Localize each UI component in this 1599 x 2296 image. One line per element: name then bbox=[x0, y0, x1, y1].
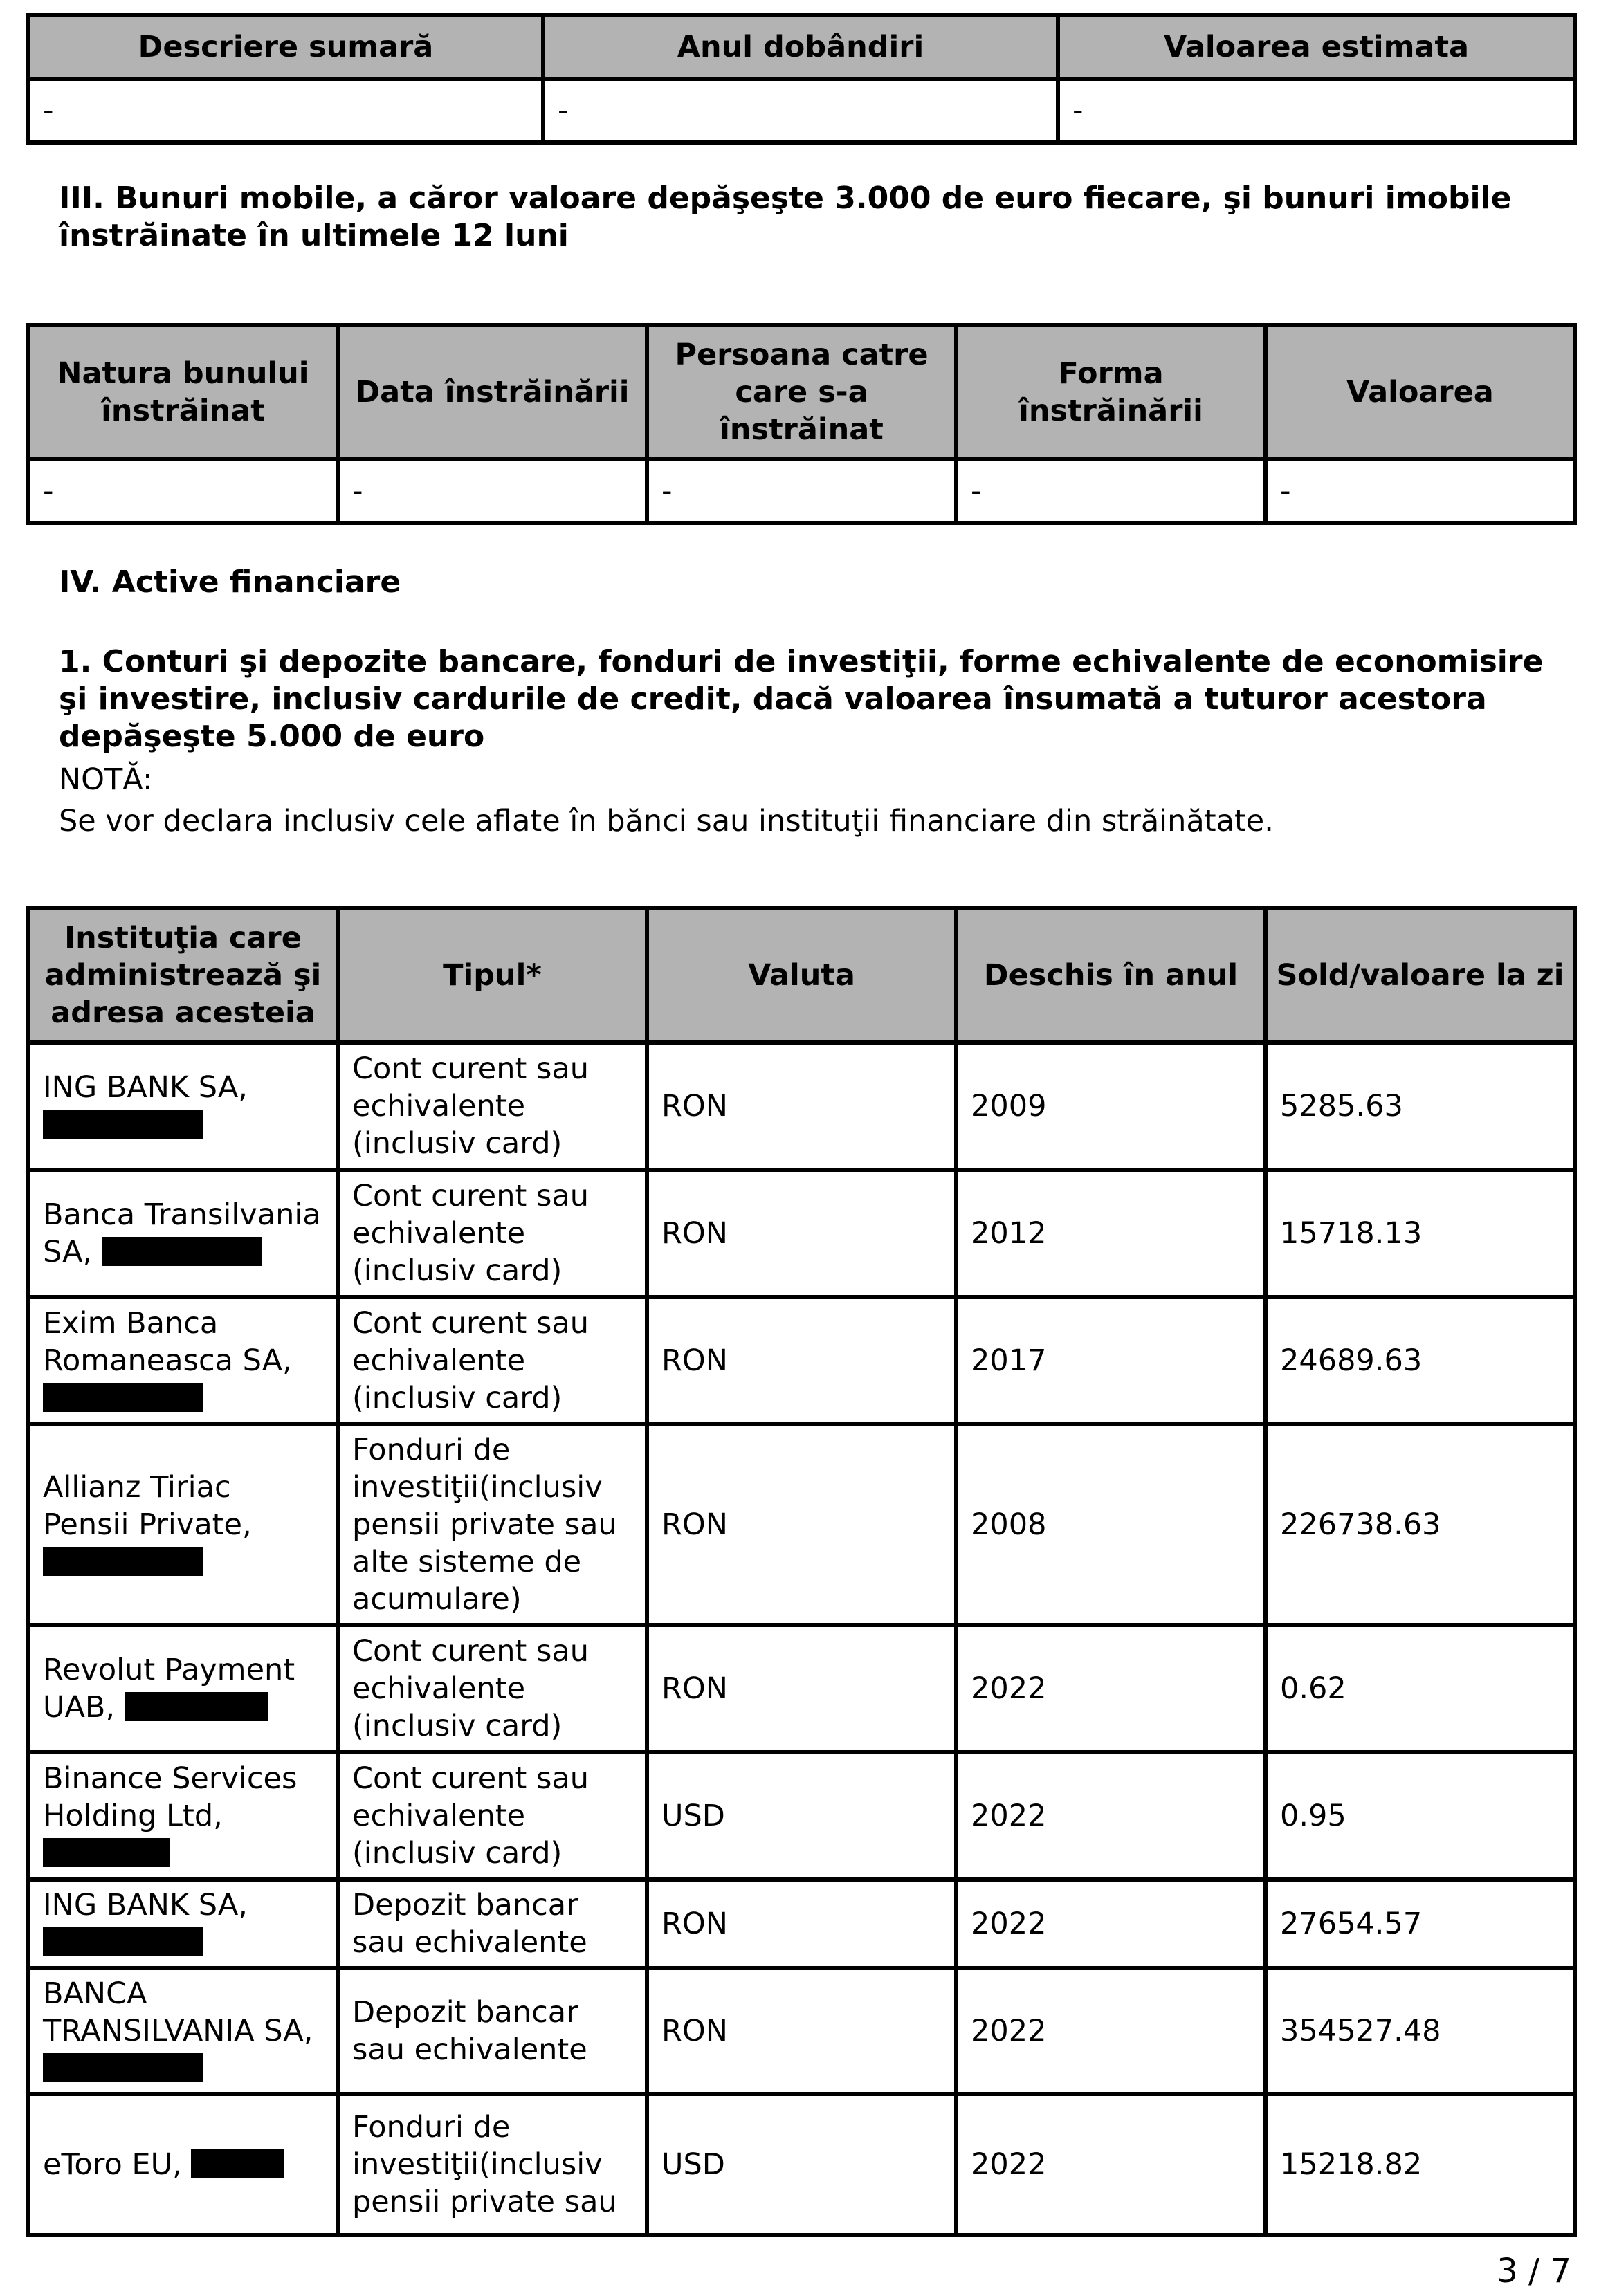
institution-name: eToro EU, bbox=[43, 2147, 182, 2182]
cell: - bbox=[28, 459, 338, 523]
table-row bbox=[28, 1880, 1575, 1968]
cell-an: 2017 bbox=[956, 1297, 1266, 1424]
cell-institutie bbox=[28, 1297, 338, 1424]
cell-tipul: Depozit bancar sau echivalente bbox=[338, 1968, 647, 2094]
cell-tipul: Fonduri de investiţii(inclusiv pensii private sau alte sisteme de acumulare) bbox=[338, 1424, 647, 1625]
cell-valuta: RON bbox=[647, 1424, 956, 1625]
table-row bbox=[28, 2094, 1575, 2235]
note-label: NOTĂ: bbox=[59, 762, 153, 797]
redacted-address bbox=[43, 1383, 203, 1412]
institution-name: Exim Banca Romaneasca SA, bbox=[43, 1306, 292, 1378]
table-bunuri-instrainate bbox=[26, 323, 1577, 525]
cell-tipul: Cont curent sau echivalente (inclusiv card) bbox=[338, 1170, 647, 1297]
cell-sold: 354527.48 bbox=[1266, 1968, 1575, 2094]
cell-an: 2008 bbox=[956, 1424, 1266, 1625]
redacted-address bbox=[43, 1927, 203, 1956]
col-header-institutia: Instituţia care administrează şi adresa acesteia bbox=[28, 908, 338, 1043]
col-header-forma: Forma înstrăinării bbox=[956, 325, 1266, 459]
cell: - bbox=[28, 79, 543, 143]
table-header-row bbox=[28, 15, 1575, 79]
redacted-address bbox=[125, 1692, 268, 1721]
section-iv-subtitle: 1. Conturi şi depozite bancare, fonduri de investiţii, forme echivalente de economisire şi investire, inclusiv cardurile de credit, dacă valoarea însumată a tuturor acestora depăşeşte 5.000 de euro bbox=[59, 644, 1544, 754]
cell: - bbox=[543, 79, 1058, 143]
cell-institutie bbox=[28, 1968, 338, 2094]
cell-institutie bbox=[28, 2094, 338, 2235]
cell-tipul: Cont curent sau echivalente (inclusiv card) bbox=[338, 1043, 647, 1170]
cell-valuta: USD bbox=[647, 1752, 956, 1880]
cell-tipul: Cont curent sau echivalente (inclusiv card) bbox=[338, 1625, 647, 1752]
table-row bbox=[28, 1625, 1575, 1752]
redacted-address bbox=[43, 2053, 203, 2082]
table-bunuri-anterioare bbox=[26, 13, 1577, 145]
cell-institutie bbox=[28, 1625, 338, 1752]
institution-name: ING BANK SA, bbox=[43, 1888, 248, 1922]
col-header-anul: Anul dobândiri bbox=[543, 15, 1058, 79]
table-header-row bbox=[28, 325, 1575, 459]
section-iv-title: IV. Active financiare bbox=[59, 564, 401, 600]
cell-valuta: RON bbox=[647, 1043, 956, 1170]
cell-sold: 0.95 bbox=[1266, 1752, 1575, 1880]
table-row bbox=[28, 1043, 1575, 1170]
cell: - bbox=[338, 459, 647, 523]
table-row bbox=[28, 79, 1575, 143]
table-row bbox=[28, 1170, 1575, 1297]
cell-an: 2022 bbox=[956, 1968, 1266, 2094]
section-iv-heading bbox=[28, 564, 1571, 601]
cell-tipul: Cont curent sau echivalente (inclusiv card) bbox=[338, 1752, 647, 1880]
cell-sold: 15218.82 bbox=[1266, 2094, 1575, 2235]
table-row bbox=[28, 1752, 1575, 1880]
cell-an: 2022 bbox=[956, 1752, 1266, 1880]
cell-an: 2012 bbox=[956, 1170, 1266, 1297]
table-row bbox=[28, 1424, 1575, 1625]
cell-valuta: RON bbox=[647, 1880, 956, 1968]
cell-valuta: RON bbox=[647, 1625, 956, 1752]
cell-an: 2022 bbox=[956, 1625, 1266, 1752]
institution-name: Banca Transilvania SA, bbox=[43, 1197, 321, 1269]
redacted-address bbox=[191, 2149, 284, 2178]
cell-institutie bbox=[28, 1880, 338, 1968]
table-conturi-depozite bbox=[26, 906, 1577, 2237]
page-number: 3 / 7 bbox=[1497, 2252, 1571, 2290]
institution-name: Allianz Tiriac Pensii Private, bbox=[43, 1470, 252, 1542]
cell-valuta: USD bbox=[647, 2094, 956, 2235]
section-iii-heading bbox=[28, 180, 1571, 255]
col-header-natura: Natura bunului înstrăinat bbox=[28, 325, 338, 459]
cell-valuta: RON bbox=[647, 1297, 956, 1424]
col-header-valoarea: Valoarea estimata bbox=[1058, 15, 1575, 79]
col-header-sold: Sold/valoare la zi bbox=[1266, 908, 1575, 1043]
section-iii-title: III. Bunuri mobile, a căror valoare depăşeşte 3.000 de euro fiecare, şi bunuri imobile înstrăinate în ultimele 12 luni bbox=[59, 181, 1512, 253]
cell-tipul: Cont curent sau echivalente (inclusiv card) bbox=[338, 1297, 647, 1424]
institution-name: BANCA TRANSILVANIA SA, bbox=[43, 1976, 313, 2048]
cell-sold: 0.62 bbox=[1266, 1625, 1575, 1752]
institution-name: Binance Services Holding Ltd, bbox=[43, 1761, 298, 1833]
institution-name: Revolut Payment UAB, bbox=[43, 1653, 295, 1725]
col-header-data: Data înstrăinării bbox=[338, 325, 647, 459]
cell-sold: 27654.57 bbox=[1266, 1880, 1575, 1968]
col-header-tipul: Tipul* bbox=[338, 908, 647, 1043]
col-header-descriere: Descriere sumară bbox=[28, 15, 543, 79]
cell-an: 2009 bbox=[956, 1043, 1266, 1170]
cell-sold: 24689.63 bbox=[1266, 1297, 1575, 1424]
cell: - bbox=[647, 459, 956, 523]
cell-institutie bbox=[28, 1170, 338, 1297]
table-row bbox=[28, 459, 1575, 523]
col-header-valuta: Valuta bbox=[647, 908, 956, 1043]
cell-institutie bbox=[28, 1752, 338, 1880]
cell: - bbox=[956, 459, 1266, 523]
note-text: Se vor declara inclusiv cele aflate în bănci sau instituţii financiare din străinătate. bbox=[59, 804, 1274, 838]
cell: - bbox=[1266, 459, 1575, 523]
redacted-address bbox=[102, 1237, 262, 1266]
cell-institutie bbox=[28, 1424, 338, 1625]
cell-sold: 15718.13 bbox=[1266, 1170, 1575, 1297]
cell-valuta: RON bbox=[647, 1968, 956, 2094]
table-row bbox=[28, 1968, 1575, 2094]
cell-an: 2022 bbox=[956, 1880, 1266, 1968]
cell-tipul: Fonduri de investiţii(inclusiv pensii private sau bbox=[338, 2094, 647, 2235]
cell-tipul: Depozit bancar sau echivalente bbox=[338, 1880, 647, 1968]
redacted-address bbox=[43, 1547, 203, 1576]
cell-institutie bbox=[28, 1043, 338, 1170]
col-header-persoana: Persoana catre care s-a înstrăinat bbox=[647, 325, 956, 459]
col-header-deschis: Deschis în anul bbox=[956, 908, 1266, 1043]
section-iv-subheading bbox=[28, 643, 1571, 755]
cell-sold: 226738.63 bbox=[1266, 1424, 1575, 1625]
table-header-row bbox=[28, 908, 1575, 1043]
col-header-valoarea: Valoarea bbox=[1266, 325, 1575, 459]
cell: - bbox=[1058, 79, 1575, 143]
institution-name: ING BANK SA, bbox=[43, 1070, 248, 1105]
redacted-address bbox=[43, 1110, 203, 1139]
cell-sold: 5285.63 bbox=[1266, 1043, 1575, 1170]
table-row bbox=[28, 1297, 1575, 1424]
cell-an: 2022 bbox=[956, 2094, 1266, 2235]
cell-valuta: RON bbox=[647, 1170, 956, 1297]
redacted-address bbox=[43, 1838, 170, 1867]
